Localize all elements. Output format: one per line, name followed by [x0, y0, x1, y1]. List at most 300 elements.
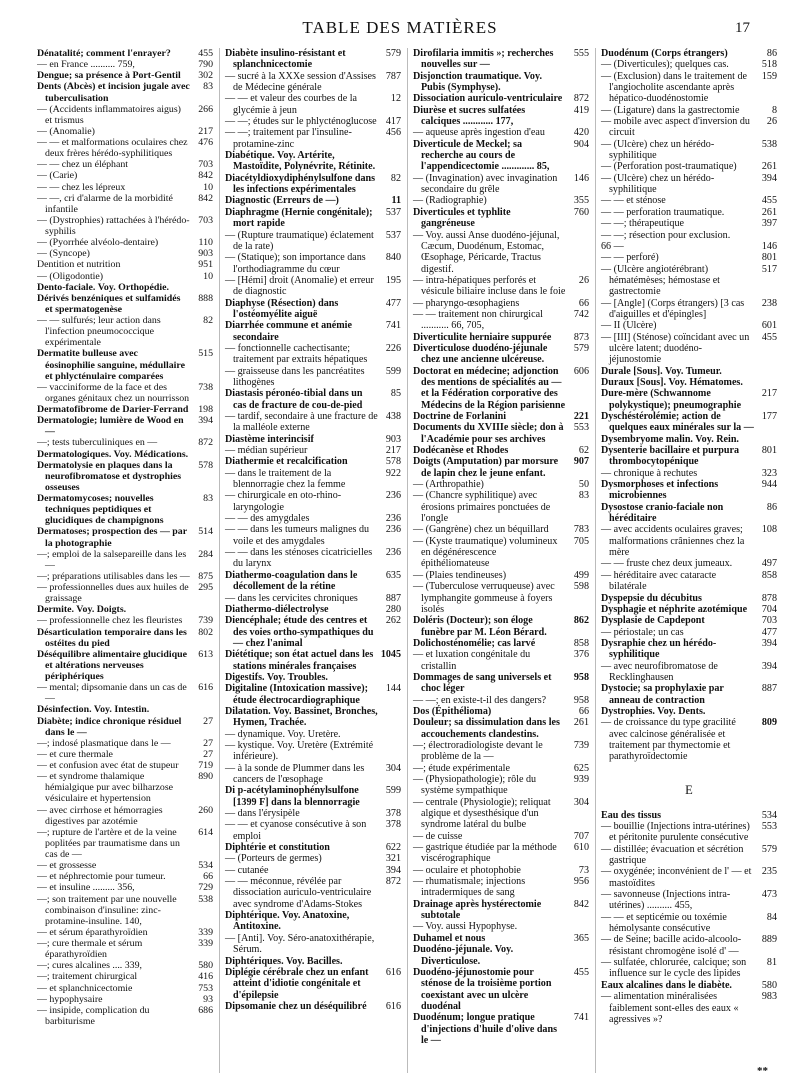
entry-page: 840: [385, 252, 401, 264]
index-entry: [413, 127, 589, 138]
index-entry: [37, 282, 213, 293]
index-entry: [37, 894, 213, 927]
index-entry: [37, 437, 213, 448]
index-entry: [413, 717, 589, 740]
entry-page: 553: [573, 422, 589, 434]
entry-text: — dans l'érysipèle: [225, 808, 300, 820]
entry-text: Digestifs. Voy. Troubles.: [225, 671, 328, 683]
entry-text: — — des amygdales: [225, 513, 310, 525]
entry-text: Diphtériques. Voy. Bacilles.: [225, 955, 343, 967]
entry-page: 703: [198, 214, 213, 226]
entry-page: 538: [761, 138, 777, 150]
entry-page: 534: [198, 860, 213, 872]
index-entry: [37, 749, 213, 760]
index-entry: [601, 195, 777, 206]
index-entry: [413, 921, 589, 932]
entry-text: Dure-mère (Schwannome polykystique); pneumographie: [601, 388, 742, 411]
entry-page: 739: [573, 739, 589, 751]
entry-text: — (Accidents inflammatoires aigus) et trismus: [37, 103, 181, 126]
entry-text: — et insuline ......... 356,: [37, 882, 135, 894]
index-entry: [37, 493, 213, 526]
entry-page: 802: [198, 626, 213, 638]
entry-page: 872: [198, 437, 213, 449]
entry-text: — — dans les sténoses cicatricielles du larynx: [225, 547, 373, 570]
entry-page: 260: [198, 804, 213, 816]
index-entry: [413, 298, 589, 309]
entry-text: — Voy. aussi Hypophyse.: [413, 921, 518, 933]
entry-text: —; cures alcalines .... 339,: [37, 960, 143, 972]
entry-text: — — traitement non chirurgical ........... 66, 705,: [413, 308, 543, 332]
entry-text: — et splanchnicectomie: [37, 982, 133, 994]
index-entry: [225, 252, 401, 275]
entry-text: — et grossesse: [37, 860, 97, 872]
index-entry: [601, 638, 777, 661]
entry-page: 86: [766, 48, 777, 59]
entry-page: 579: [761, 843, 777, 855]
index-entry: [601, 604, 777, 615]
entry-page: 82: [390, 172, 401, 184]
entry-text: — et cure thermale: [37, 748, 113, 760]
index-entry: [601, 844, 777, 867]
entry-text: — (Exclusion) dans le traitement de l'angiocholite ascendante après hépatico-duodénostomie: [601, 70, 748, 105]
index-entry: [37, 170, 213, 181]
index-entry: [413, 740, 589, 763]
entry-text: — et confusion avec état de stupeur: [37, 760, 179, 771]
index-entry: [413, 933, 589, 944]
index-entry: [225, 275, 401, 298]
index-entry: [37, 248, 213, 259]
entry-page: 321: [385, 853, 401, 865]
entry-text: — (Carie): [37, 170, 78, 182]
index-entry: [413, 195, 589, 206]
entry-text: Diathermo-coagulation dans le décollement de la rétine: [225, 569, 358, 593]
entry-page: 473: [761, 889, 777, 901]
entry-page: 956: [573, 876, 589, 888]
entry-text: Diurèse et sucres sulfatées calciques ............ 177,: [413, 104, 526, 128]
index-entry: [413, 536, 589, 570]
index-entry: [37, 293, 213, 315]
entry-page: 66: [578, 297, 589, 309]
index-entry: [601, 479, 777, 502]
entry-page: 497: [761, 558, 777, 570]
index-entry: [225, 706, 401, 729]
entry-text: — professionnelle chez les fleuristes: [37, 615, 183, 627]
entry-text: Dysostose cranio-faciale non héréditaire: [601, 501, 724, 525]
index-entry: [225, 683, 401, 706]
signature-mark: **: [757, 1065, 768, 1077]
entry-text: Diabète insulino-résistant et splanchnicectomie: [225, 48, 346, 71]
entry-text: —; son traitement par une nouvelle combinaison d'insuline: zinc-protamine-insuline. 140,: [37, 893, 177, 927]
entry-text: — sulfatée, chlorurée, calcique; son influence sur le cycle des lipides: [601, 957, 747, 980]
index-entry: [37, 215, 213, 237]
entry-page: 783: [573, 524, 589, 536]
entry-text: — —; études sur le phlycténoglucose: [225, 116, 377, 128]
entry-page: 790: [198, 59, 213, 71]
index-entry: [601, 116, 777, 139]
index-entry: [225, 343, 401, 366]
entry-text: Diastème interincisif: [225, 433, 314, 445]
entry-text: Dysembryome malin. Voy. Rein.: [601, 433, 739, 445]
entry-page: 939: [573, 774, 589, 785]
index-entry: [413, 638, 589, 649]
entry-text: Drainage après hystérectomie subtotale: [413, 898, 542, 922]
entry-text: Duhamel et nous: [413, 932, 486, 944]
entry-text: Diététique; son état actuel dans les stations minérales françaises: [225, 649, 374, 672]
entry-text: — en France .......... 759,: [37, 59, 135, 71]
entry-text: — (Physiopathologie); rôle du système sympathique: [413, 774, 537, 797]
index-entry: [601, 388, 777, 411]
entry-text: Dissociation auriculo-ventriculaire: [413, 93, 563, 105]
index-entry: [37, 760, 213, 771]
index-entry: [601, 558, 777, 569]
entry-text: — [III] (Sténose) coïncidant avec un ulcère latent; duodéno-jéjunostomie: [601, 331, 750, 366]
index-entry: [37, 315, 213, 348]
entry-text: Diphtérie et constitution: [225, 842, 330, 854]
entry-page: 11: [391, 195, 401, 207]
entry-page: 579: [385, 48, 401, 59]
entry-text: — (Chancre syphilitique) avec érosions primaires ponctuées de l'ongle: [413, 490, 551, 525]
entry-page: 872: [573, 93, 589, 105]
entry-text: Diverticule de Meckel; sa recherche au cours de l'appendicectomie ............. 85,: [413, 138, 550, 173]
entry-page: 787: [385, 70, 401, 82]
entry-text: — de cuisse: [413, 830, 463, 842]
entry-text: — tardif, secondaire à une fracture de la malléole externe: [225, 411, 378, 434]
entry-page: 555: [573, 48, 589, 59]
entry-text: Déséquilibre alimentaire glucidique et altérations nerveuses périphériques: [37, 648, 187, 682]
index-entry: [413, 479, 589, 490]
index-entry: [225, 207, 401, 230]
index-entry: [225, 524, 401, 547]
entry-page: 729: [198, 882, 213, 894]
index-entry: [601, 866, 777, 889]
entry-text: — centrale (Physiologie); reliquat algique et dysesthésique d'un syndrome latéral du bulbe: [413, 796, 551, 831]
entry-page: 878: [761, 592, 777, 604]
index-entry: [225, 785, 401, 808]
entry-page: 599: [385, 785, 401, 797]
index-entry: [37, 871, 213, 882]
entry-text: — — chez les lépreux: [37, 181, 126, 193]
entry-page: 842: [573, 898, 589, 910]
index-entry: [413, 581, 589, 615]
index-entry: [225, 967, 401, 1001]
entry-page: 85: [390, 388, 401, 400]
entry-page: 922: [385, 467, 401, 479]
entry-page: 538: [198, 893, 213, 905]
entry-page: 889: [761, 934, 777, 946]
entry-page: 419: [573, 104, 589, 116]
entry-page: 146: [573, 172, 589, 184]
entry-text: Dysenterie bacillaire et purpura thrombocytopénique: [601, 445, 740, 468]
entry-page: 195: [385, 274, 401, 286]
entry-text: —; étude expérimentale: [413, 762, 510, 774]
index-entry: [601, 71, 777, 105]
entry-text: — (Plaies tendineuses): [413, 569, 507, 581]
entry-text: Doctrine de Forlanini: [413, 411, 507, 422]
entry-page: 394: [761, 660, 777, 672]
entry-text: — sucré à la XXXe session d'Assises de Médecine générale: [225, 70, 376, 94]
index-entry: [601, 889, 777, 912]
entry-text: Digitaline (Intoxication massive); étude électrocardiographique: [225, 683, 368, 706]
index-entry: [413, 309, 589, 332]
entry-page: 455: [573, 966, 589, 978]
index-entry: [225, 956, 401, 967]
index-entry: [601, 48, 777, 59]
entry-text: Dilatation. Voy. Bassinet, Bronches, Hymen, Trachée.: [225, 705, 378, 729]
index-entry: [601, 683, 777, 706]
entry-text: Duraux [Sous]. Voy. Hématomes.: [601, 376, 743, 388]
index-entry: [601, 991, 777, 1025]
entry-page: 456: [385, 127, 401, 139]
entry-text: — (Statique); son importance dans l'orthodiagramme du cœur: [225, 252, 366, 275]
entry-page: 951: [198, 259, 213, 271]
index-entry: [413, 672, 589, 695]
index-entry: [413, 366, 589, 411]
entry-text: — (Ulcère angiotérébrant) hématémèses; hémostase et gastrectomie: [601, 263, 720, 298]
entry-page: 236: [385, 524, 401, 536]
entry-text: — à la sonde de Plummer dans les cancers de l'œsophage: [225, 762, 365, 785]
entry-text: — (Perforation post-traumatique): [601, 161, 737, 173]
index-entry: [413, 332, 589, 343]
entry-page: 578: [198, 459, 213, 471]
page-title: TABLE DES MATIÈRES: [302, 18, 498, 37]
entry-text: — hypophysaire: [37, 993, 103, 1005]
entry-text: Eaux alcalines dans le diabète.: [601, 979, 732, 991]
entry-page: 616: [198, 682, 213, 694]
entry-text: Dermatolysie en plaques dans la neurofibromatose et dystrophies osseuses: [37, 459, 182, 493]
entry-page: 809: [761, 717, 777, 729]
index-entry: [413, 48, 589, 71]
index-entry: [225, 842, 401, 853]
entry-page: 614: [198, 826, 213, 838]
index-entry: [601, 593, 777, 604]
entry-page: 221: [573, 411, 589, 422]
index-entry: [601, 411, 777, 434]
entry-text: Diencéphale; étude des centres et des voies ortho-sympathiques du — chez l'animal: [225, 615, 374, 649]
entry-page: 26: [766, 116, 777, 128]
entry-text: —; préparations utilisables dans les —: [37, 570, 190, 582]
entry-page: 635: [385, 569, 401, 581]
entry-page: 420: [573, 127, 589, 139]
entry-text: — — perforé): [601, 252, 659, 264]
index-entry: [225, 547, 401, 570]
index-entry: [37, 48, 213, 59]
index-entry: [225, 195, 401, 206]
index-entry: [601, 570, 777, 593]
entry-text: — (Diverticules); quelques cas.: [601, 59, 729, 71]
index-entry: [37, 860, 213, 871]
entry-page: 1045: [380, 649, 401, 661]
entry-text: Dolichosténomélie; cas larvé: [413, 637, 536, 649]
entry-page: 518: [761, 59, 777, 71]
entry-text: — (Kyste traumatique) volumineux en dégénérescence épithéliomateuse: [413, 535, 558, 570]
entry-page: 416: [198, 971, 213, 983]
entry-page: 944: [761, 479, 777, 491]
entry-page: 801: [761, 252, 777, 264]
entry-page: 261: [761, 161, 777, 173]
entry-text: Dystrophies. Voy. Dents.: [601, 705, 706, 717]
entry-text: — — fruste chez deux jumeaux.: [601, 558, 733, 570]
index-entry: [601, 377, 777, 388]
index-entry: [225, 729, 401, 740]
index-entry: [225, 513, 401, 524]
index-entry: [225, 593, 401, 604]
index-entry: [225, 298, 401, 321]
index-entry: [37, 604, 213, 615]
entry-text: — kystique. Voy. Uretère (Extrémité inférieure).: [225, 739, 374, 763]
entry-text: Dommages de sang universels et choc léger: [413, 671, 552, 695]
index-entry: [225, 173, 401, 196]
entry-text: — et luxation congénitale du cristallin: [413, 649, 531, 672]
entry-page: 537: [385, 229, 401, 241]
entry-text: — distillée; évacuation et sécrétion gastrique: [601, 843, 744, 867]
entry-text: — insipide, complication du barbiturisme: [37, 1004, 150, 1027]
entry-page: 262: [385, 615, 401, 627]
entry-text: Durale [Sous]. Voy. Tumeur.: [601, 365, 722, 377]
index-entry: [601, 332, 777, 366]
entry-page: 376: [573, 649, 589, 661]
index-entry: [601, 252, 777, 263]
index-entry: [37, 348, 213, 381]
entry-page: 873: [573, 331, 589, 343]
entry-text: Dérivés benzéniques et sulfamidés et spermatogenèse: [37, 292, 181, 315]
entry-text: Diphtérique. Voy. Anatoxine, Antitoxine.: [225, 910, 350, 933]
index-entry: [413, 649, 589, 672]
entry-text: Doigts (Amputation) par morsure de lapin chez le jeune enfant.: [413, 456, 559, 479]
index-entry: [601, 810, 777, 821]
index-entry: [601, 661, 777, 684]
entry-page: 108: [761, 524, 777, 536]
entry-text: Dénatalité; comment l'enrayer?: [37, 48, 171, 59]
entry-text: — chirurgicale en oto-rhino-laryngologie: [225, 490, 342, 513]
index-entry: [37, 237, 213, 248]
entry-page: 81: [766, 957, 777, 969]
index-entry: [225, 865, 401, 876]
index-entry: [601, 980, 777, 991]
entry-page: 66: [203, 871, 213, 883]
entry-text: Dodécanèse et Rhodes: [413, 445, 509, 457]
entry-page: 907: [573, 456, 589, 468]
index-entry: [225, 388, 401, 411]
index-entry: [601, 434, 777, 445]
entry-text: — — perforation traumatique.: [601, 206, 725, 218]
index-entry: [601, 821, 777, 844]
entry-text: — alimentation minéralisées faiblement sont-elles des eaux « agressives »?: [601, 991, 739, 1025]
entry-text: Duodénum (Corps étrangers): [601, 48, 728, 59]
index-entry: [413, 71, 589, 94]
index-entry: [37, 182, 213, 193]
index-entry: [225, 1001, 401, 1012]
index-entry: [601, 502, 777, 525]
index-entry: [413, 93, 589, 104]
entry-page: 703: [761, 615, 777, 627]
entry-text: —; tests tuberculiniques en —: [37, 437, 158, 449]
index-entry: [413, 139, 589, 173]
index-entry: [413, 831, 589, 842]
entry-text: — mental; dipsomanie dans un cas de —: [37, 682, 187, 705]
entry-text: — intra-hépatiques perforés et vésicule biliaire incluse dans le foie: [413, 274, 566, 298]
entry-text: Diabétique. Voy. Artérite, Mastoïdite, Polynévrite, Rétinite.: [225, 150, 376, 173]
entry-page: 339: [198, 926, 213, 938]
entry-text: Diacétyldioxydiphénylsulfone dans les infections expérimentales: [225, 172, 376, 196]
entry-text: Désinfection. Voy. Intestin.: [37, 704, 150, 716]
entry-text: Douleur; sa dissimulation dans les accouchements clandestins.: [413, 717, 560, 740]
entry-page: 417: [385, 116, 401, 128]
entry-page: 455: [761, 195, 777, 207]
entry-text: Dents (Abcès) et incision jugale avec tuberculisation: [37, 81, 190, 104]
entry-text: — médian supérieur: [225, 445, 308, 457]
entry-page: 26: [578, 274, 589, 286]
entry-page: 394: [761, 637, 777, 649]
entry-text: — bouillie (Injections intra-utérines) et péritonite purulente consécutive: [601, 821, 750, 844]
entry-page: 217: [761, 388, 777, 400]
index-entry: [413, 105, 589, 128]
entry-page: 355: [573, 195, 589, 207]
entry-page: 579: [573, 342, 589, 354]
entry-text: Di p-acétylaminophénylsulfone [1399 F] dans la blennorragie: [225, 785, 360, 808]
index-entry: [37, 549, 213, 571]
index-entry: [37, 382, 213, 404]
index-entry: [601, 241, 777, 252]
index-entry: [413, 570, 589, 581]
entry-text: Diastasis péronéo-tibial dans un cas de fracture de cou-de-pied: [225, 388, 363, 411]
entry-text: — —, cri d'alarme de la morbidité infantile: [37, 192, 173, 215]
entry-text: — (Arthropathie): [413, 479, 484, 491]
entry-page: 738: [198, 381, 213, 393]
index-entry: [37, 582, 213, 604]
index-entry: [413, 1012, 589, 1046]
index-column: [37, 48, 213, 1073]
index-entry: [413, 230, 589, 275]
index-column: [407, 48, 589, 1073]
entry-page: 12: [390, 93, 401, 105]
index-entry: [601, 366, 777, 377]
entry-text: —; indosé plasmatique dans le —: [37, 737, 171, 749]
entry-page: 477: [761, 626, 777, 638]
entry-page: 27: [203, 737, 213, 749]
entry-text: — (Oligodontie): [37, 270, 104, 282]
entry-page: 753: [198, 982, 213, 994]
entry-page: 872: [385, 876, 401, 888]
index-entry: [37, 137, 213, 159]
entry-page: 875: [198, 570, 213, 582]
entry-page: 499: [573, 569, 589, 581]
index-entry: [413, 456, 589, 479]
entry-page: 284: [198, 548, 213, 560]
entry-page: 616: [385, 1000, 401, 1012]
index-entry: [601, 615, 777, 626]
entry-page: 801: [761, 445, 777, 457]
entry-page: 198: [198, 404, 213, 415]
index-entry: [601, 59, 777, 70]
entry-page: 842: [198, 192, 213, 204]
index-entry: [225, 411, 401, 434]
entry-text: — et syndrome thalamique hémialgique pur avec bilharzose vésiculaire et hypertension: [37, 771, 174, 805]
entry-text: — chronique à rechutes: [601, 467, 698, 479]
entry-text: Diarrhée commune et anémie secondaire: [225, 320, 352, 343]
entry-page: 27: [203, 748, 213, 760]
entry-text: — dynamique. Voy. Uretère.: [225, 728, 341, 740]
index-entry: [37, 960, 213, 971]
entry-text: Dermatoses; prospection des — par la photographie: [37, 526, 187, 549]
entry-text: Dysraphie chez un hérédo-syphilitique: [601, 637, 717, 661]
index-entry: [601, 105, 777, 116]
entry-text: — et néphrectomie pour tumeur.: [37, 871, 166, 883]
index-entry: [225, 445, 401, 456]
entry-text: — (Invagination) avec invagination secondaire du grêle: [413, 172, 558, 196]
index-entry: [37, 882, 213, 893]
index-entry: [601, 934, 777, 957]
index-entry: [413, 706, 589, 717]
